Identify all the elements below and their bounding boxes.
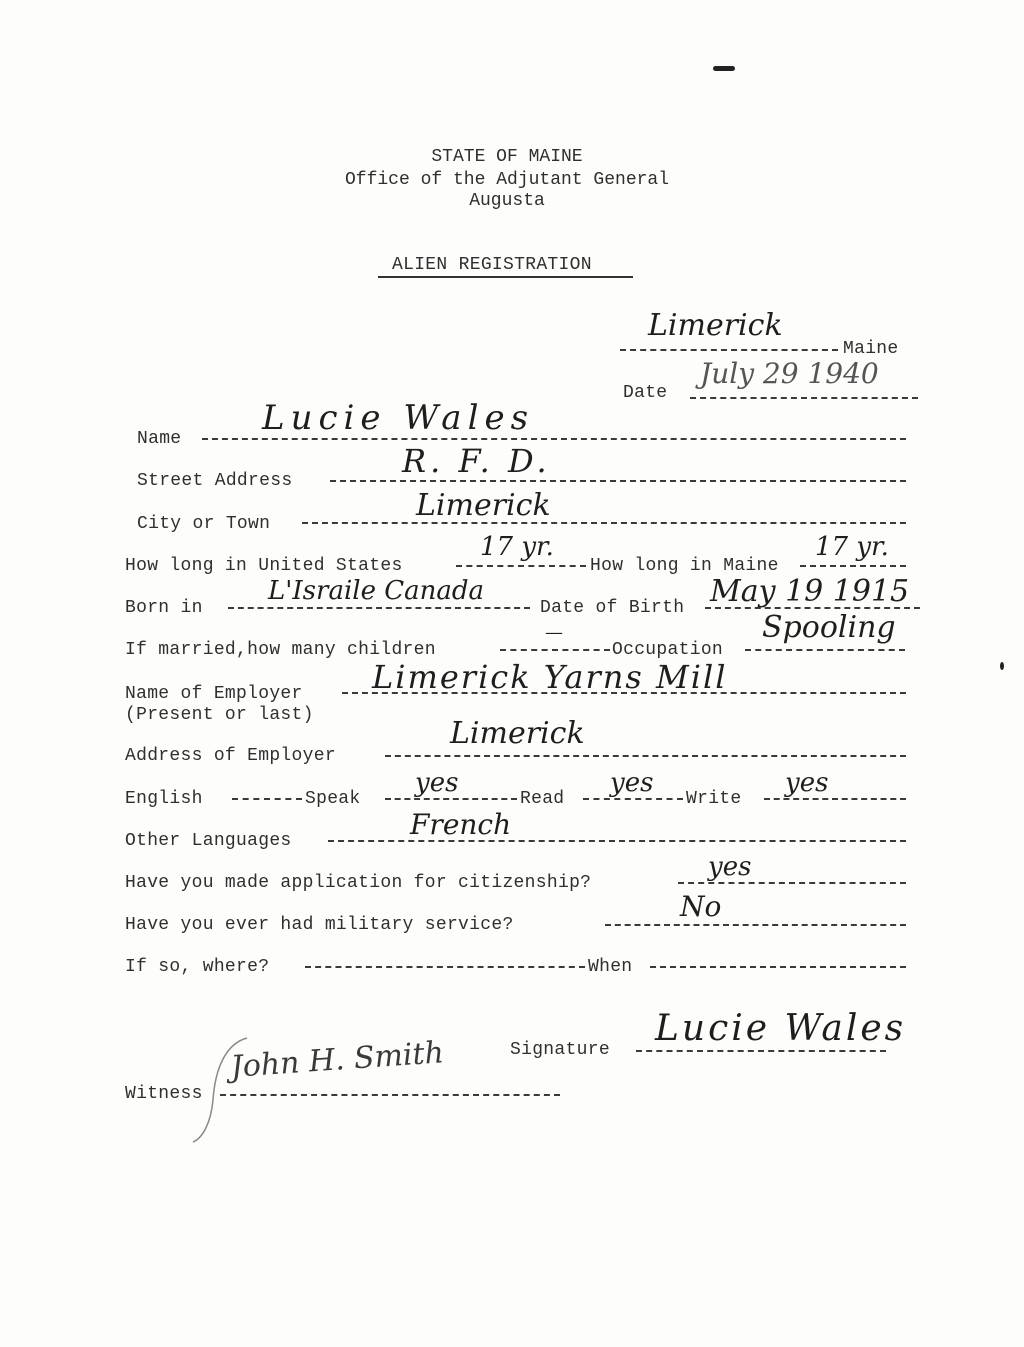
emp-address-label: Address of Employer <box>125 746 336 766</box>
header-city: Augusta <box>469 191 545 211</box>
citizenship-line <box>678 882 906 884</box>
signature-label: Signature <box>510 1040 610 1060</box>
military-label: Have you ever had military service? <box>125 915 514 935</box>
title-underline <box>378 276 633 278</box>
dob-label: Date of Birth <box>540 598 685 618</box>
maine-value: 17 yr. <box>815 532 889 562</box>
married-value: — <box>545 622 563 643</box>
header-office: Office of the Adjutant General <box>344 170 670 190</box>
occupation-line <box>745 649 905 651</box>
city-line <box>302 522 906 524</box>
write-value: yes <box>785 768 829 798</box>
town-value: Limerick <box>648 308 783 343</box>
occupation-label: Occupation <box>612 640 724 660</box>
speak-value: yes <box>415 768 459 798</box>
dob-value: May 19 1915 <box>710 574 910 609</box>
date-label: Date <box>623 383 668 403</box>
born-line <box>228 607 530 609</box>
emp-address-value: Limerick <box>450 716 585 751</box>
city-label: City or Town <box>137 514 271 534</box>
us-line <box>456 565 586 567</box>
date-value: July 29 1940 <box>700 357 879 390</box>
speak-label: Speak <box>305 789 361 809</box>
english-label: English <box>125 789 203 809</box>
employer-sublabel: (Present or last) <box>125 705 314 725</box>
scan-mark <box>713 66 735 71</box>
read-label: Read <box>520 789 565 809</box>
occupation-value: Spooling <box>762 610 896 645</box>
other-lang-label: Other Languages <box>125 831 292 851</box>
employer-label: Name of Employer <box>125 684 303 704</box>
emp-address-line <box>385 755 906 757</box>
married-label: If married,how many children <box>125 640 436 660</box>
scan-mark <box>1000 662 1004 670</box>
read-value: yes <box>610 768 654 798</box>
other-lang-value: French <box>410 808 512 841</box>
form-title: ALIEN REGISTRATION <box>392 255 592 275</box>
name-value: Lucie Wales <box>262 398 535 438</box>
write-label: Write <box>686 789 742 809</box>
married-line <box>500 649 610 651</box>
city-value: Limerick <box>416 488 551 523</box>
employer-value: Limerick Yarns Mill <box>372 658 728 696</box>
street-value: R. F. D. <box>402 442 551 480</box>
town-line <box>620 349 838 351</box>
date-line <box>690 397 918 399</box>
where-label: If so, where? <box>125 957 270 977</box>
street-label: Street Address <box>137 471 293 491</box>
when-line <box>650 966 906 968</box>
born-label: Born in <box>125 598 203 618</box>
born-value: L'Israile Canada <box>268 576 485 606</box>
state-label: Maine <box>843 339 899 359</box>
citizenship-label: Have you made application for citizenship? <box>125 873 592 893</box>
read-line <box>583 798 683 800</box>
header-state: STATE OF MAINE <box>431 147 583 167</box>
name-line <box>202 438 906 440</box>
name-label: Name <box>137 429 182 449</box>
street-line <box>330 480 906 482</box>
signature-value: Lucie Wales <box>655 1008 907 1049</box>
signature-line <box>636 1050 886 1052</box>
us-label: How long in United States <box>125 556 403 576</box>
witness-flourish <box>185 1030 275 1150</box>
witness-value: John H. Smith <box>229 1035 445 1085</box>
military-value: No <box>680 890 722 923</box>
maine-line <box>800 565 906 567</box>
witness-label: Witness <box>125 1084 203 1104</box>
speak-line <box>385 798 517 800</box>
us-value: 17 yr. <box>480 532 554 562</box>
when-label: When <box>588 957 633 977</box>
english-line <box>232 798 302 800</box>
military-line <box>605 924 906 926</box>
citizenship-value: yes <box>708 852 752 882</box>
maine-label: How long in Maine <box>590 556 779 576</box>
where-line <box>305 966 585 968</box>
write-line <box>764 798 906 800</box>
